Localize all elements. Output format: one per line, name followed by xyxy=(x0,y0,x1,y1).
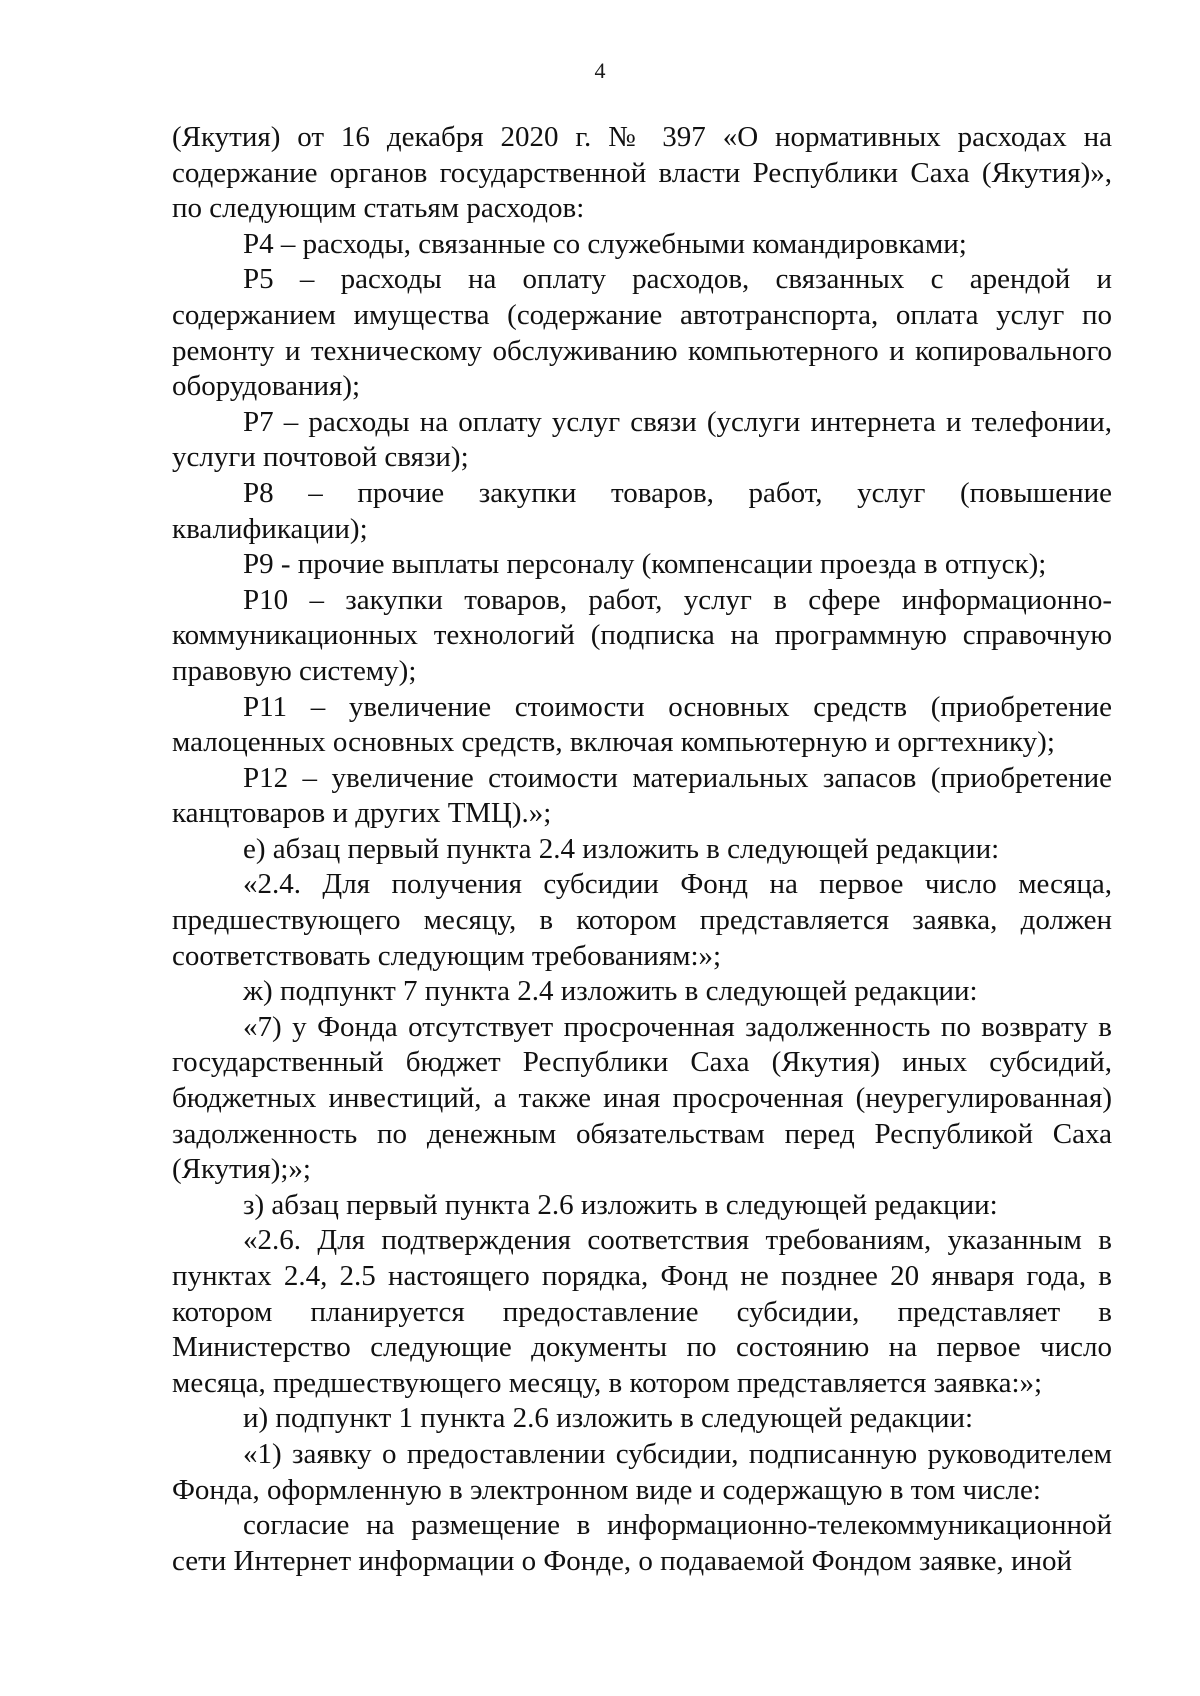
paragraph-item-i: и) подпункт 1 пункта 2.6 изложить в следующей редакции: xyxy=(243,1402,974,1435)
paragraph-r7: Р7 – расходы на оплату услуг связи (услуги интернета и телефонии, услуги почтовой связи); xyxy=(172,405,1112,474)
paragraph-r4: Р4 – расходы, связанные со служебными командировками; xyxy=(243,227,967,260)
paragraph-r5: Р5 – расходы на оплату расходов, связанных с арендой и содержанием имущества (содержание автотранспорта, оплата услуг по ремонту и техническому обслуживанию компьютерного и копировального оборудования); xyxy=(172,263,1112,403)
paragraph-r8: Р8 – прочие закупки товаров, работ, услуг (повышение квалификации); xyxy=(172,476,1112,545)
paragraph-r9: Р9 - прочие выплаты персоналу (компенсации проезда в отпуск); xyxy=(243,548,1047,581)
document-body xyxy=(172,120,1112,1579)
paragraph-item-e: е) абзац первый пункта 2.4 изложить в следующей редакции: xyxy=(243,832,1000,865)
paragraph-consent: согласие на размещение в информационно-телекоммуникационной сети Интернет информации о Фонде, о подаваемой Фондом заявке, иной xyxy=(172,1509,1112,1577)
paragraph-subclause-1: «1) заявку о предоставлении субсидии, подписанную руководителем Фонда, оформленную в электронном виде и содержащую в том числе: xyxy=(172,1437,1112,1506)
paragraph-clause-2-4: «2.4. Для получения субсидии Фонд на первое число месяца, предшествующего месяцу, в котором представляется заявка, должен соответствовать следующим требованиям:»; xyxy=(172,868,1112,972)
paragraph-continuation: (Якутия) от 16 декабря 2020 г. № 397 «О нормативных расходах на содержание органов государственной власти Республики Саха (Якутия)», по следующим статьям расходов: xyxy=(172,121,1112,225)
page-number: 4 xyxy=(594,58,606,83)
paragraph-clause-2-6: «2.6. Для подтверждения соответствия требованиям, указанным в пунктах 2.4, 2.5 настоящего порядка, Фонд не позднее 20 января года, в котором планируется предоставление субсидии, представляет в Министерство следующие документы по состоянию на первое число месяца, предшествующего месяцу, в котором представляется заявка:»; xyxy=(172,1224,1112,1399)
paragraph-r11: Р11 – увеличение стоимости основных средств (приобретение малоценных основных средств, включая компьютерную и оргтехнику); xyxy=(172,690,1112,759)
paragraph-r10: Р10 – закупки товаров, работ, услуг в сфере информационно-коммуникационных технологий (подписка на программную справочную правовую систему); xyxy=(172,583,1112,687)
paragraph-r12: Р12 – увеличение стоимости материальных запасов (приобретение канцтоваров и других ТМЦ).»; xyxy=(172,761,1112,830)
paragraph-subclause-7: «7) у Фонда отсутствует просроченная задолженность по возврату в государственный бюджет Республики Саха (Якутия) иных субсидий, бюджетных инвестиций, а также иная просроченная (неурегулированная) задолженность по денежным обязательствам перед Республикой Саха (Якутия);»; xyxy=(172,1010,1112,1186)
paragraph-item-z: з) абзац первый пункта 2.6 изложить в следующей редакции: xyxy=(243,1188,998,1221)
paragraph-item-zh: ж) подпункт 7 пункта 2.4 изложить в следующей редакции: xyxy=(243,975,978,1008)
